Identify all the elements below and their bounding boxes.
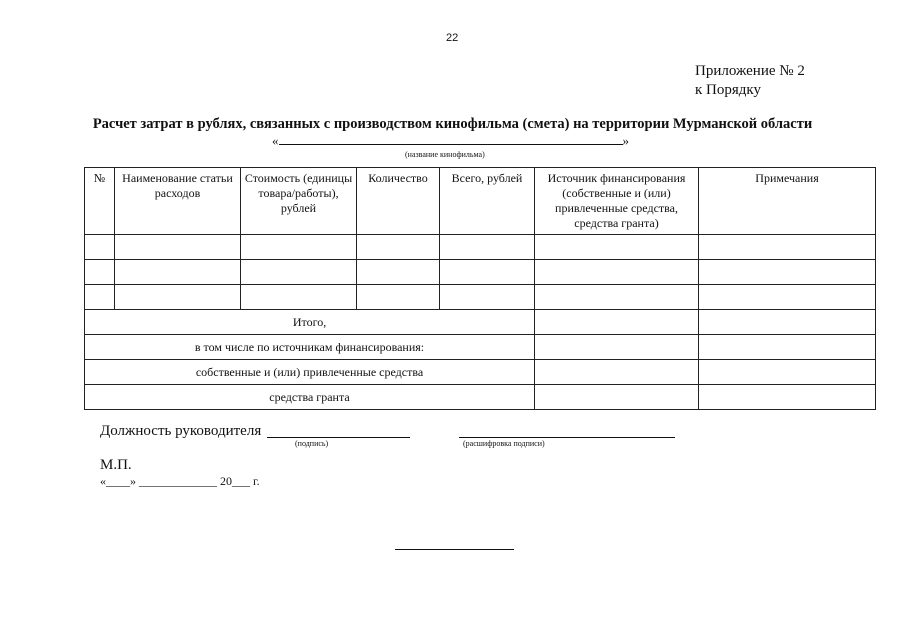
table-cell[interactable] — [699, 260, 876, 285]
film-name-field — [272, 133, 629, 149]
summary-notes-cell[interactable] — [699, 360, 876, 385]
appendix-line-1: Приложение № 2 — [695, 63, 805, 79]
summary-row-total — [85, 310, 876, 335]
end-separator-line — [395, 549, 514, 550]
table-cell[interactable] — [241, 260, 357, 285]
appendix-line-2: к Порядку — [695, 82, 761, 98]
cost-estimate-table — [84, 167, 876, 410]
header-cell: Стоимость (единицы товара/работы), рублей — [241, 168, 357, 235]
table-cell[interactable] — [357, 260, 440, 285]
table-cell[interactable] — [241, 285, 357, 310]
table-cell[interactable] — [440, 235, 535, 260]
signature-underline[interactable] — [267, 437, 410, 438]
appendix-reference — [695, 62, 805, 100]
table-header-row — [85, 168, 876, 235]
summary-row-own-funds — [85, 360, 876, 385]
summary-notes-cell[interactable] — [699, 335, 876, 360]
signature-caption: (подпись) — [295, 439, 329, 448]
table-row — [85, 285, 876, 310]
summary-label: собственные и (или) привлеченные средства — [85, 360, 535, 385]
table-cell[interactable] — [357, 285, 440, 310]
header-cell: Источник финансирования (собственные и (или) привлеченные средства, средства гранта) — [535, 168, 699, 235]
table-cell[interactable] — [699, 285, 876, 310]
film-name-underline — [279, 133, 623, 145]
page-number: 22 — [446, 32, 459, 44]
film-name-close-quote: » — [622, 133, 629, 148]
summary-row-grant — [85, 385, 876, 410]
summary-notes-cell[interactable] — [699, 385, 876, 410]
signature-decode-caption: (расшифровка подписи) — [463, 439, 545, 448]
summary-value-cell[interactable] — [535, 385, 699, 410]
table-cell[interactable] — [85, 260, 115, 285]
stamp-placeholder: М.П. — [100, 457, 132, 473]
manager-position-label: Должность руководителя — [100, 423, 262, 439]
table-cell[interactable] — [535, 285, 699, 310]
document-title: Расчет затрат в рублях, связанных с производством кинофильма (смета) на территории Мурманской области — [92, 116, 813, 132]
table-row — [85, 235, 876, 260]
table-cell[interactable] — [699, 235, 876, 260]
table-cell[interactable] — [85, 235, 115, 260]
date-line: «____» _____________ 20___ г. — [100, 474, 260, 488]
header-cell: Всего, рублей — [440, 168, 535, 235]
header-cell: Наименование статьи расходов — [115, 168, 241, 235]
summary-notes-cell[interactable] — [699, 310, 876, 335]
table-cell[interactable] — [535, 260, 699, 285]
table-cell[interactable] — [440, 260, 535, 285]
table-cell[interactable] — [241, 235, 357, 260]
table-cell[interactable] — [535, 235, 699, 260]
table-cell[interactable] — [115, 235, 241, 260]
summary-row-by-source — [85, 335, 876, 360]
summary-value-cell[interactable] — [535, 310, 699, 335]
header-cell: № — [85, 168, 115, 235]
table-cell[interactable] — [440, 285, 535, 310]
header-cell: Количество — [357, 168, 440, 235]
summary-label: средства гранта — [85, 385, 535, 410]
signature-decode-underline[interactable] — [459, 437, 675, 438]
summary-label: Итого, — [85, 310, 535, 335]
table-cell[interactable] — [357, 235, 440, 260]
table-cell[interactable] — [115, 260, 241, 285]
summary-label: в том числе по источникам финансирования: — [85, 335, 535, 360]
film-name-caption: (название кинофильма) — [405, 150, 485, 159]
header-cell: Примечания — [699, 168, 876, 235]
summary-value-cell[interactable] — [535, 360, 699, 385]
summary-value-cell[interactable] — [535, 335, 699, 360]
film-name-open-quote: « — [272, 133, 279, 148]
table-cell[interactable] — [115, 285, 241, 310]
table-row — [85, 260, 876, 285]
table-cell[interactable] — [85, 285, 115, 310]
